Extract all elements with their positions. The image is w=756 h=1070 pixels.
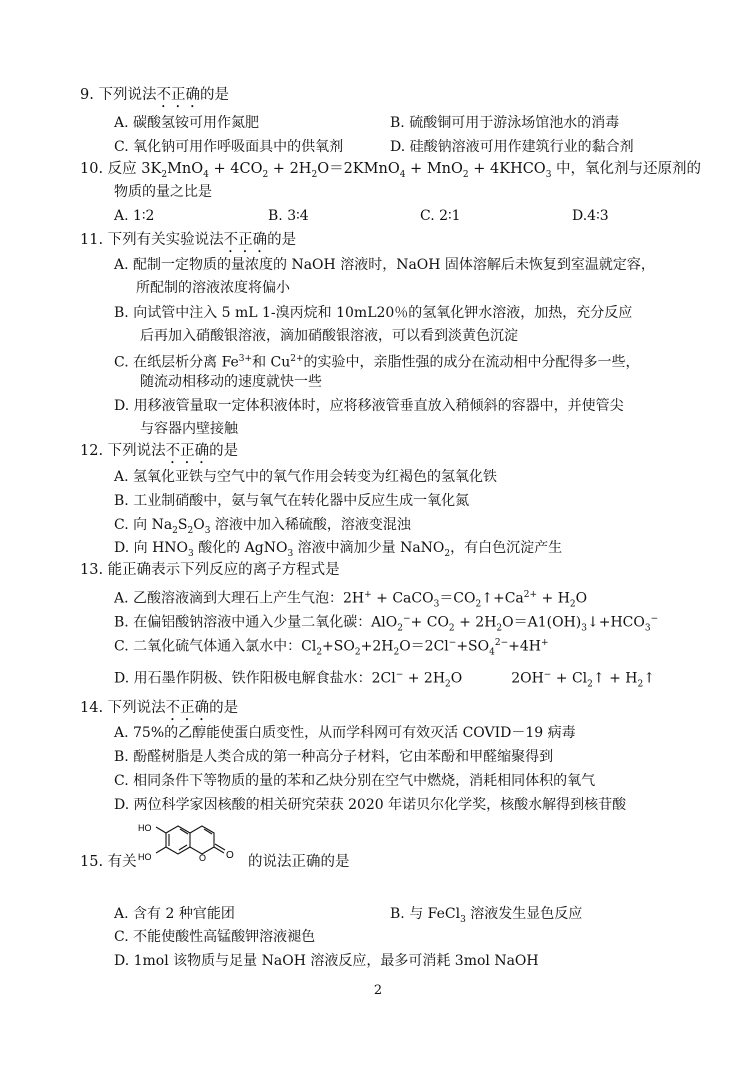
q12-option-b: B. 工业制硝酸中，氨与氧气在转化器中反应生成一氧化氮 (114, 493, 470, 509)
q9-option-a: A. 碳酸氢铵可用作氮肥 (114, 115, 260, 131)
q12-option-c: C. 向 $Na_2S_2O_3$ 溶液中加入稀硫酸，溶液变混浊 (114, 517, 411, 536)
q14-option-a: A. 75%的乙醇能使蛋白质变性，从而学科网可有效灭活 COVID－19 病毒 (114, 725, 576, 741)
question-10-stem-line1: 10. 反应 $3K_2MnO_4 + 4CO_2$ + $2H_2O=2KMnO_4 + MnO_2$ + $4KHCO_3$ 中，氧化剂与还原剂的 (80, 161, 702, 180)
q14-option-b: B. 酚醛树脂是人类合成的第一种高分子材料，它由苯酚和甲醛缩聚得到 (114, 749, 554, 765)
ring-oxygen-label: O (199, 853, 207, 863)
q12-option-d: D. 向 $HNO_3$ 酸化的 AgNO$_3$ 溶液中滴加少量 NaNO$_2$，有白色沉淀产生 (114, 540, 563, 559)
q10-option-d: D.4∶3 (572, 208, 609, 224)
q12-stem-pre: 12. 下列说法 (80, 443, 166, 459)
q13-option-c: C. 二氧化硫气体通入氯水中：$Cl_2+SO_2+2H_2O=2Cl^-+SO_4^{2-}+4H^+$ (114, 638, 549, 658)
coumarin-structure (128, 820, 246, 870)
q11-option-d-line1: D. 用移液管量取一定体积液体时，应将移液管垂直放入稍倾斜的容器中，并使管尖 (114, 398, 624, 414)
q13-option-b: B. 在偏铝酸钠溶液中通入少量二氧化碳：$AlO_2^-+ CO_2$ + $2H_2O=A1(OH)_3↓+HCO_3^-$ (114, 614, 659, 634)
page-number: 2 (373, 983, 383, 998)
q11-option-a-line2: 所配制的溶液浓度将偏小 (136, 280, 290, 296)
q9-stem-mark: 不正确 (156, 87, 200, 103)
q15-option-c: C. 不能使酸性高锰酸钾溶液褪色 (114, 929, 316, 945)
q11-option-c-line1: C. 在纸层析分离 $Fe^{3+}$和 $Cu^{2+}$的实验中，亲脂性强的成分在流动相中分配得多一些， (114, 354, 640, 371)
q10-option-c: C. 2∶1 (420, 208, 461, 224)
question-15-stem-post: 的说法正确的是 (248, 854, 350, 870)
q11-stem-pre: 11. 下列有关实验说法 (80, 232, 224, 248)
q9-option-c: C. 氧化钠可用作呼吸面具中的供氧剂 (114, 139, 344, 155)
q11-option-b-line1: B. 向试管中注入 5 mL 1-溴丙烷和 10mL20％的氢氧化钾水溶液，加热，充分反应 (114, 305, 633, 321)
question-11-stem (80, 229, 296, 256)
carbonyl-oxygen-label: O (226, 850, 234, 861)
question-9-stem (80, 84, 229, 111)
q11-option-c-line2: 随流动相移动的速度就快一些 (140, 374, 322, 390)
q15-option-b: B. 与 FeCl$_3$ 溶液发生显色反应 (390, 906, 583, 925)
question-14-stem (80, 697, 238, 724)
q15-option-a: A. 含有 2 种官能团 (114, 906, 235, 922)
q11-option-b-line2: 后再加入硝酸银溶液，滴加硝酸银溶液，可以看到淡黄色沉淀 (140, 328, 518, 344)
q12-stem-mark: 不正确 (165, 443, 210, 459)
q9-option-d: D. 硅酸钠溶液可用作建筑行业的黏合剂 (390, 139, 634, 155)
q14-stem-mark: 不正确 (165, 700, 210, 716)
q11-stem-post: 的是 (267, 232, 297, 248)
question-13-stem: 13. 能正确表示下列反应的离子方程式是 (80, 562, 340, 578)
q12-option-a: A. 氢氧化亚铁与空气中的氧气作用会转变为红褐色的氢氧化铁 (114, 469, 498, 485)
question-10-stem-line2: 物质的量之比是 (114, 184, 212, 200)
q12-stem-post: 的是 (209, 443, 239, 459)
q9-stem-pre: 9. 下列说法 (80, 87, 157, 103)
q11-option-a-line1: A. 配制一定物质的量浓度的 NaOH 溶液时，NaOH 固体溶解后未恢复到室温就定容， (114, 257, 655, 273)
hydroxyl-label-2: HO (138, 852, 152, 862)
q10-option-b: B. 3∶4 (268, 208, 309, 224)
q14-stem-pre: 14. 下列说法 (80, 700, 166, 716)
hydroxyl-label-1: HO (138, 823, 152, 833)
q13-option-d: D. 用石墨作阴极、铁作阳极电解食盐水：$2Cl^- + 2H_2O$ $2OH^- + Cl_2↑$ + $H_2↑$ (114, 670, 655, 690)
q13-option-a: A. 乙酸溶液滴到大理石上产生气泡：$2H^+ + CaCO_3=CO_2↑+Ca^{2+} + H_2O$ (114, 590, 588, 610)
question-12-stem (80, 440, 238, 467)
q11-option-d-line2: 与容器内壁接触 (140, 421, 238, 437)
q10-option-a: A. 1∶2 (114, 208, 155, 224)
q14-stem-post: 的是 (209, 700, 239, 716)
q14-option-c: C. 相同条件下等物质的量的苯和乙炔分别在空气中燃烧，消耗相同体积的氧气 (114, 773, 596, 789)
q9-stem-post: 的是 (199, 87, 229, 103)
q11-stem-mark: 不正确 (223, 232, 268, 248)
question-15-stem-pre: 15. 有关 (80, 854, 137, 870)
q9-option-b: B. 硫酸铜可用于游泳场馆池水的消毒 (390, 115, 620, 131)
q14-option-d: D. 两位科学家因核酸的相关研究荣获 2020 年诺贝尔化学奖，核酸水解得到核苷酸 (114, 797, 627, 813)
q15-option-d: D. 1mol 该物质与足量 NaOH 溶液反应，最多可消耗 3mol NaOH (114, 953, 539, 969)
